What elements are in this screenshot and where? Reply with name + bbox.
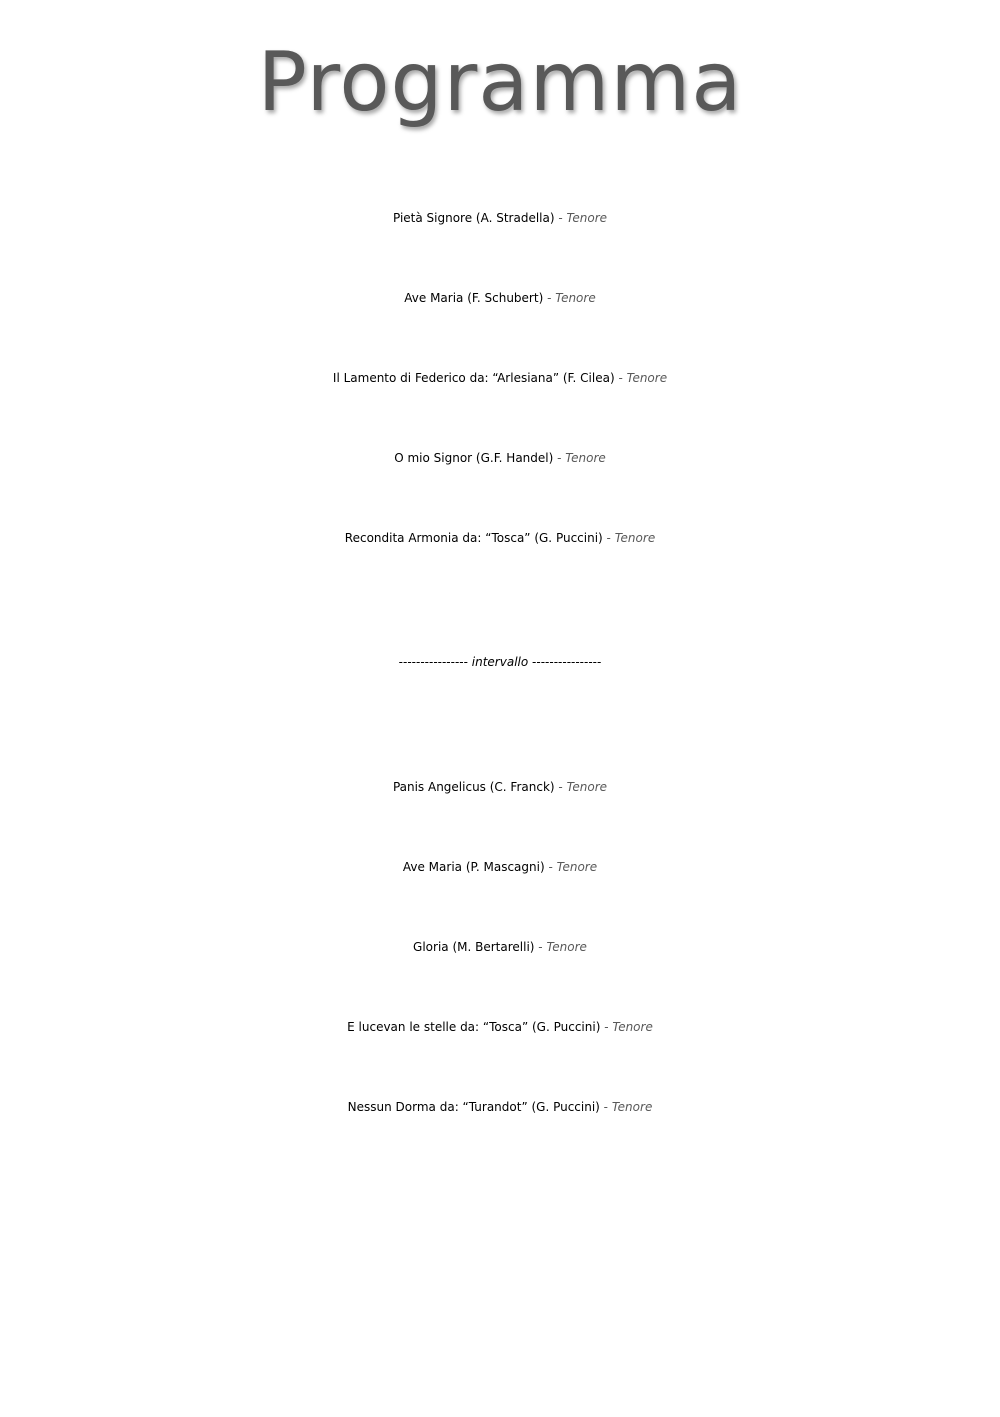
program-item bbox=[0, 518, 1000, 558]
performer-role: Tenore bbox=[611, 1100, 653, 1114]
piece-title: Ave Maria (P. Mascagni) bbox=[402, 860, 545, 874]
program-item bbox=[0, 847, 1000, 887]
separator: - bbox=[544, 860, 557, 874]
performer-role: Tenore bbox=[546, 940, 587, 954]
interval-label: intervallo bbox=[471, 655, 529, 669]
performer-role: Tenore bbox=[566, 211, 608, 225]
piece-title: Nessun Dorma da: “Turandot” (G. Puccini) bbox=[347, 1100, 600, 1114]
piece-title: Pietà Signore (A. Stradella) bbox=[392, 211, 555, 225]
performer-role: Tenore bbox=[556, 860, 598, 874]
piece-title: O mio Signor (G.F. Handel) bbox=[394, 451, 554, 465]
separator: - bbox=[554, 211, 567, 225]
separator: - bbox=[534, 940, 547, 954]
piece-title: Recondita Armonia da: “Tosca” (G. Puccini) bbox=[344, 531, 603, 545]
separator: - bbox=[600, 1020, 613, 1034]
interval-divider bbox=[0, 642, 1000, 682]
performer-role: Tenore bbox=[626, 371, 668, 385]
program-item bbox=[0, 278, 1000, 318]
performer-role: Tenore bbox=[565, 451, 606, 465]
dash-right: ---------------- bbox=[532, 655, 602, 669]
performer-role: Tenore bbox=[614, 531, 656, 545]
piece-title: Il Lamento di Federico da: “Arlesiana” (F. Cilea) bbox=[332, 371, 615, 385]
performer-role: Tenore bbox=[612, 1020, 653, 1034]
separator: - bbox=[554, 780, 567, 794]
program-item bbox=[0, 1007, 1000, 1047]
program-item bbox=[0, 438, 1000, 478]
dash-left: ---------------- bbox=[398, 655, 468, 669]
piece-title: E lucevan le stelle da: “Tosca” (G. Puccini) bbox=[347, 1020, 601, 1034]
program-item bbox=[0, 767, 1000, 807]
separator: - bbox=[543, 291, 556, 305]
piece-title: Gloria (M. Bertarelli) bbox=[413, 940, 535, 954]
program-item bbox=[0, 1087, 1000, 1127]
page-title: Programma bbox=[257, 35, 743, 130]
piece-title: Panis Angelicus (C. Franck) bbox=[392, 780, 555, 794]
performer-role: Tenore bbox=[555, 291, 596, 305]
program-item bbox=[0, 198, 1000, 238]
performer-role: Tenore bbox=[566, 780, 608, 794]
separator: - bbox=[553, 451, 566, 465]
piece-title: Ave Maria (F. Schubert) bbox=[404, 291, 544, 305]
separator: - bbox=[599, 1100, 612, 1114]
program-item bbox=[0, 358, 1000, 398]
separator: - bbox=[614, 371, 627, 385]
program-item bbox=[0, 927, 1000, 967]
separator: - bbox=[602, 531, 615, 545]
